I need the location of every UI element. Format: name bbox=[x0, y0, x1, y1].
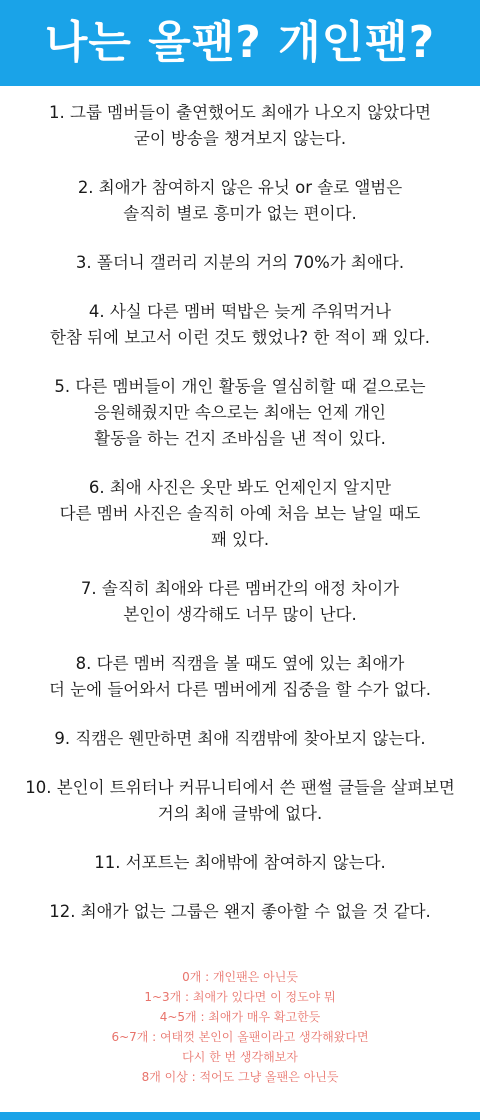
footer-bar bbox=[0, 1112, 480, 1120]
list-item-text: 거의 최애 글밖에 없다. bbox=[157, 804, 323, 823]
list-item-text: 활동을 하는 건지 조바심을 낸 적이 있다. bbox=[94, 429, 386, 448]
list-item-text: 굳이 방송을 챙겨보지 않는다. bbox=[133, 129, 347, 148]
score-line: 6~7개 : 여태껏 본인이 올팬이라고 생각해왔다면 bbox=[111, 1030, 369, 1044]
list-item-text: 솔직히 별로 흥미가 없는 편이다. bbox=[123, 204, 357, 223]
list-item bbox=[0, 100, 480, 152]
score-legend bbox=[0, 967, 480, 1087]
list-item-text: 5. 다른 멤버들이 개인 활동을 열심히할 때 겉으로는 bbox=[54, 377, 426, 396]
list-item bbox=[0, 775, 480, 827]
list-item-text: 9. 직캠은 웬만하면 최애 직캠밖에 찾아보지 않는다. bbox=[54, 729, 426, 748]
list-item-text: 4. 사실 다른 멤버 떡밥은 늦게 주워먹거나 bbox=[88, 302, 392, 321]
list-item-text: 다른 멤버 사진은 솔직히 아예 처음 보는 날일 때도 bbox=[59, 504, 421, 523]
list-item bbox=[0, 299, 480, 351]
list-item bbox=[0, 250, 480, 276]
list-item-text: 3. 폴더니 갤러리 지분의 거의 70%가 최애다. bbox=[75, 253, 405, 272]
list-item-text: 6. 최애 사진은 옷만 봐도 언제인지 알지만 bbox=[88, 478, 392, 497]
list-item-text: 더 눈에 들어와서 다른 멤버에게 집중을 할 수가 없다. bbox=[49, 680, 431, 699]
list-item bbox=[0, 850, 480, 876]
question-list bbox=[0, 86, 480, 925]
list-item-text: 한참 뒤에 보고서 이런 것도 했었나? 한 적이 꽤 있다. bbox=[50, 328, 430, 347]
list-item bbox=[0, 175, 480, 227]
list-item bbox=[0, 475, 480, 553]
score-line: 4~5개 : 최애가 매우 확고한듯 bbox=[159, 1010, 321, 1024]
list-item-text: 1. 그룹 멤버들이 출연했어도 최애가 나오지 않았다면 bbox=[49, 103, 431, 122]
list-item-text: 12. 최애가 없는 그룹은 왠지 좋아할 수 없을 것 같다. bbox=[49, 902, 431, 921]
list-item-text: 7. 솔직히 최애와 다른 멤버간의 애정 차이가 bbox=[80, 579, 400, 598]
list-item-text: 꽤 있다. bbox=[210, 530, 270, 549]
list-item bbox=[0, 651, 480, 703]
score-line: 1~3개 : 최애가 있다면 이 정도야 뭐 bbox=[144, 990, 336, 1004]
list-item-text: 응원해줬지만 속으로는 최애는 언제 개인 bbox=[94, 403, 386, 422]
score-line: 8개 이상 : 적어도 그냥 올팬은 아닌듯 bbox=[141, 1070, 339, 1084]
list-item-text: 본인이 생각해도 너무 많이 난다. bbox=[123, 605, 357, 624]
page-title: 나는 올팬? 개인팬? bbox=[44, 17, 436, 68]
list-item-text: 10. 본인이 트위터나 커뮤니티에서 쓴 팬썰 글들을 살펴보면 bbox=[25, 778, 455, 797]
score-line: 다시 한 번 생각해보자 bbox=[182, 1050, 298, 1064]
score-line: 0개 : 개인팬은 아닌듯 bbox=[182, 970, 298, 984]
list-item-text: 8. 다른 멤버 직캠을 볼 때도 옆에 있는 최애가 bbox=[75, 654, 405, 673]
list-item-text: 2. 최애가 참여하지 않은 유닛 or 솔로 앨범은 bbox=[77, 178, 403, 197]
list-item-text: 11. 서포트는 최애밖에 참여하지 않는다. bbox=[94, 853, 386, 872]
list-item bbox=[0, 726, 480, 752]
list-item bbox=[0, 374, 480, 452]
header-banner bbox=[0, 0, 480, 86]
list-item bbox=[0, 899, 480, 925]
list-item bbox=[0, 576, 480, 628]
